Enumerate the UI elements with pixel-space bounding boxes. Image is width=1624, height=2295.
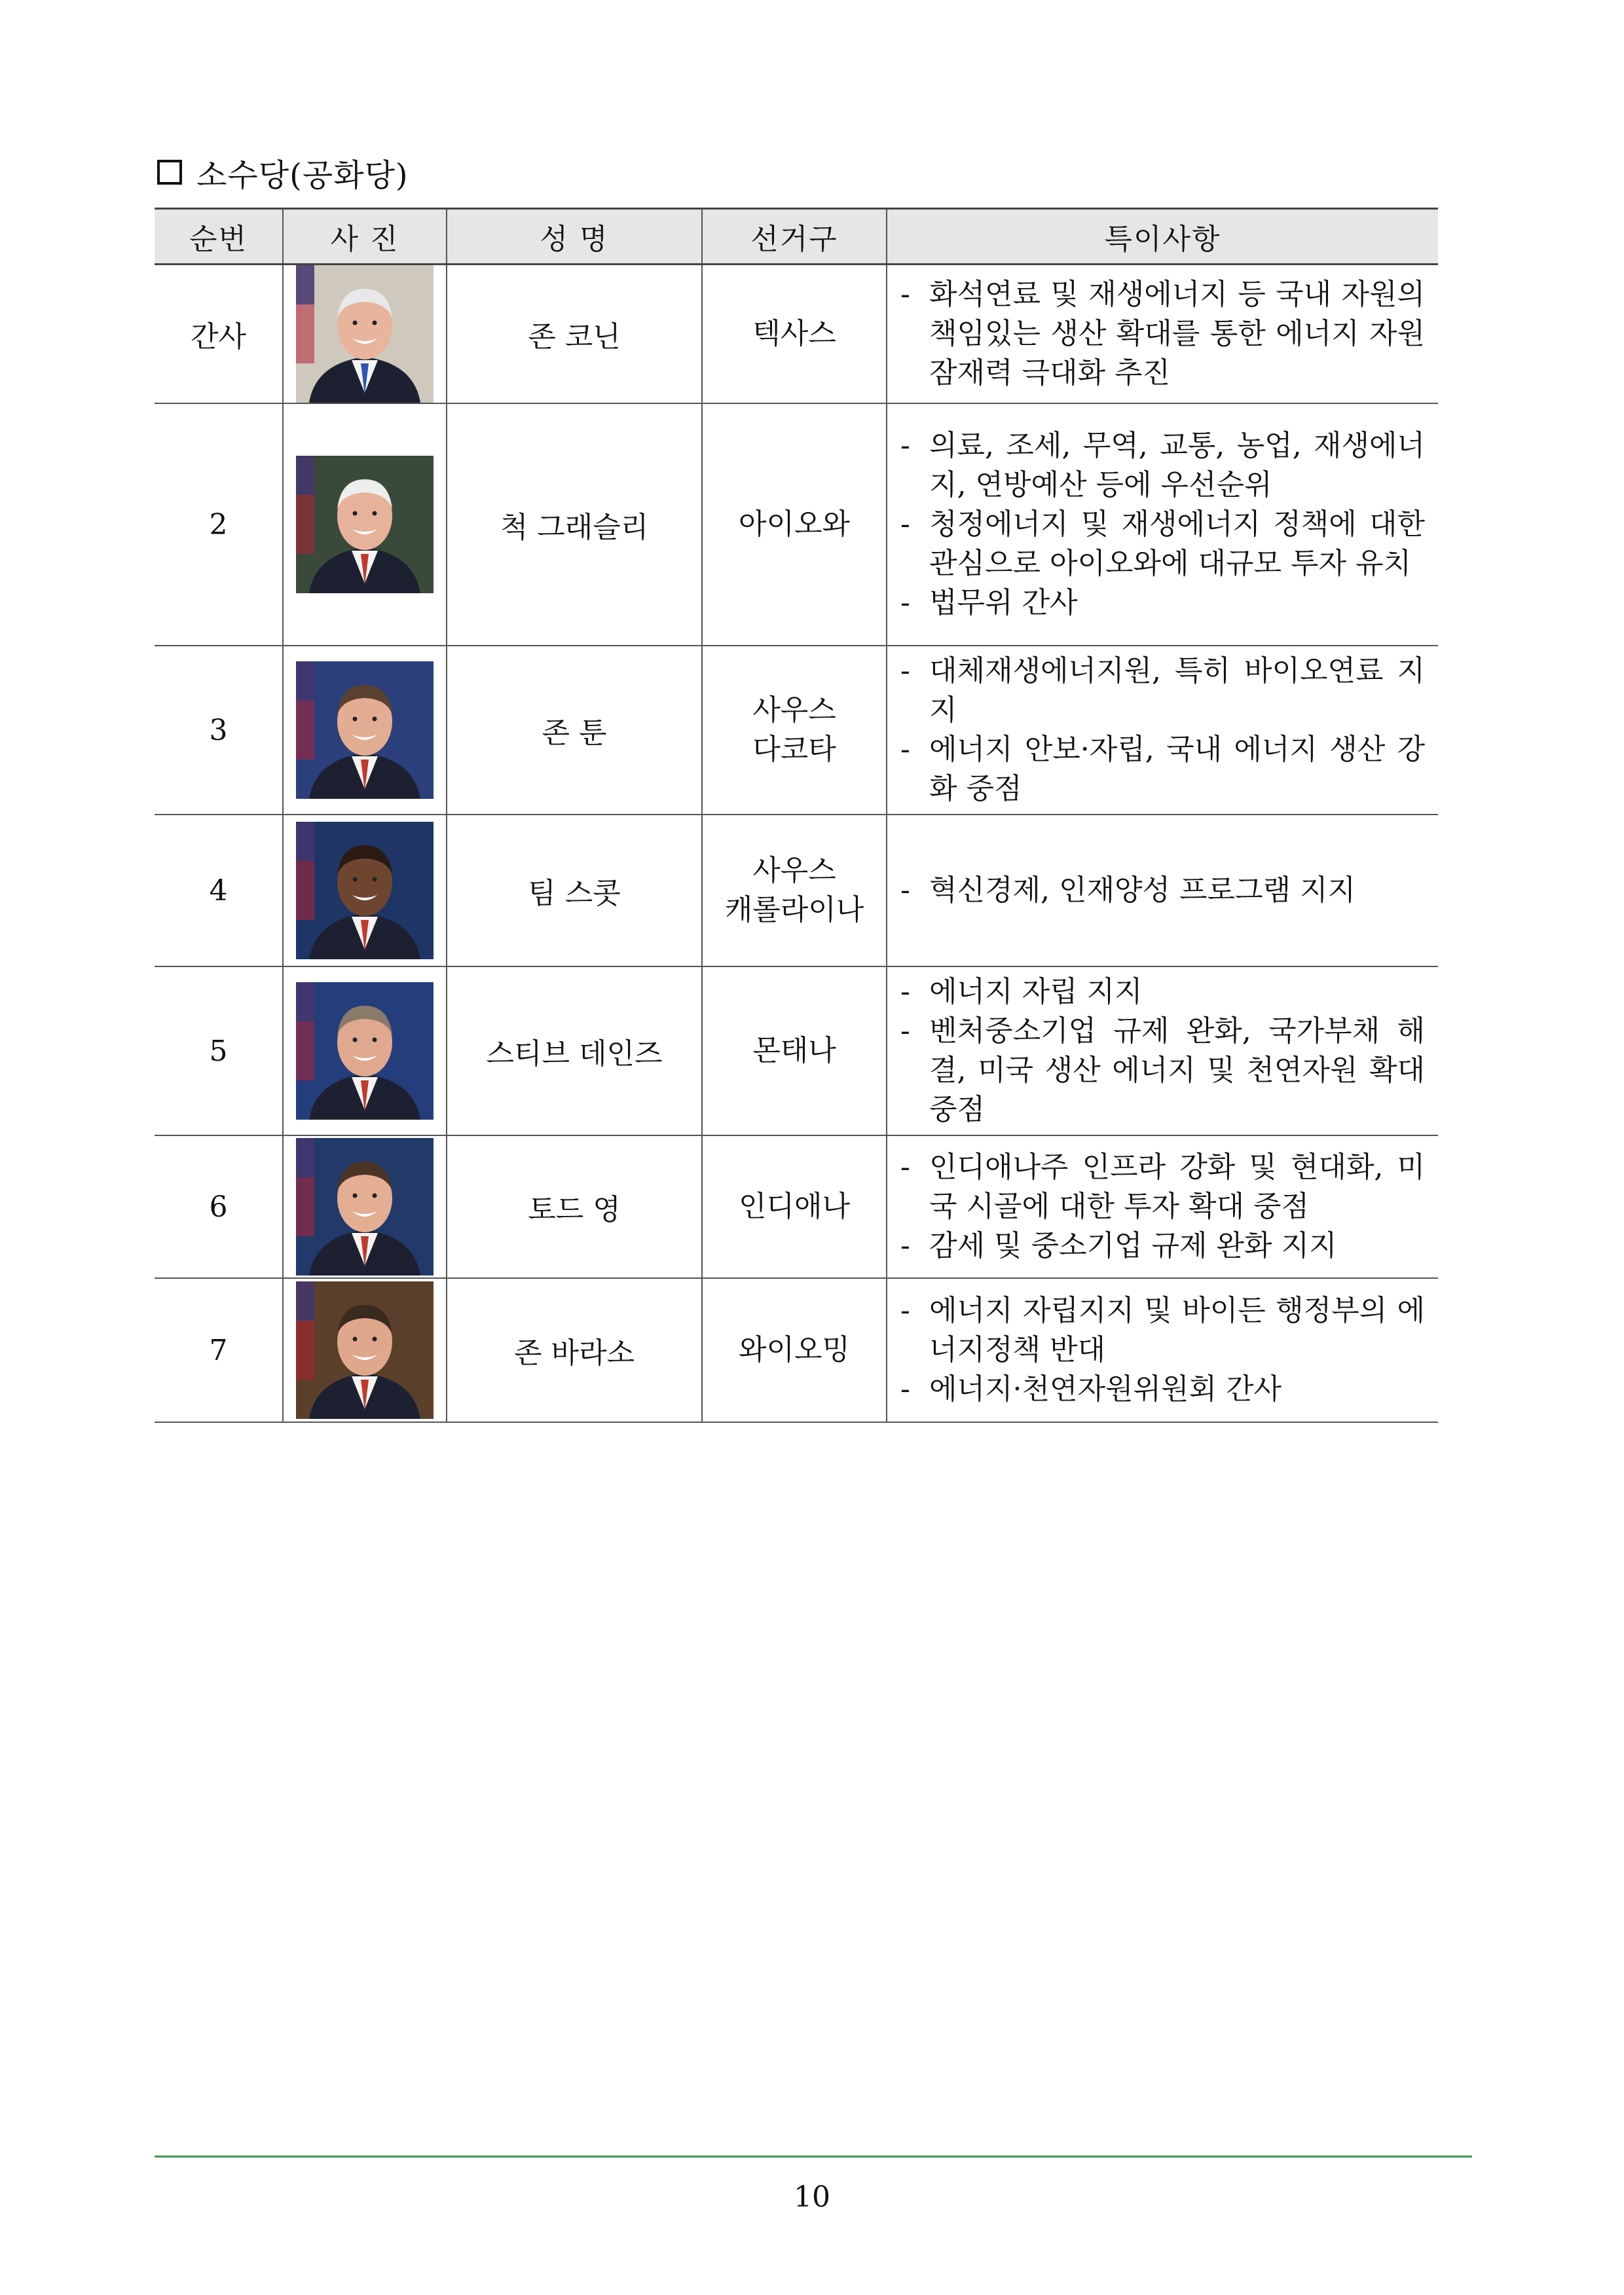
- note-item: [900, 730, 1425, 809]
- portrait-photo: [296, 1138, 434, 1276]
- cell-order: 7: [155, 1278, 283, 1422]
- cell-order: 4: [155, 815, 283, 966]
- district-line: 아이오와: [738, 507, 850, 541]
- dash-bullet: -: [900, 873, 910, 907]
- dash-bullet: -: [900, 1294, 910, 1327]
- table-row: [155, 966, 1438, 1135]
- dash-bullet: -: [900, 429, 910, 462]
- district-line: 다코타: [752, 733, 836, 766]
- district-line: 인디애나: [738, 1190, 850, 1223]
- dash-bullet: -: [900, 1372, 910, 1406]
- note-item: [900, 275, 1425, 393]
- cell-district: [702, 646, 887, 815]
- table-row: [155, 646, 1438, 815]
- cell-photo: [283, 966, 447, 1135]
- note-text: 혁신경제, 인재양성 프로그램 지지: [929, 873, 1356, 907]
- cell-district: [702, 815, 887, 966]
- dash-bullet: -: [900, 733, 910, 766]
- cell-notes: [887, 815, 1438, 966]
- cell-district: [702, 1135, 887, 1278]
- note-text: 화석연료 및 재생에너지 등 국내 자원의 책임있는 생산 확대를 통한 에너지 자원 잠재력 극대화 추진: [929, 278, 1425, 390]
- cell-name: 팀 스콧: [447, 815, 702, 966]
- note-item: [900, 583, 1425, 623]
- note-item: [900, 505, 1425, 583]
- table-row: [155, 265, 1438, 404]
- district-line: 와이오밍: [738, 1333, 850, 1367]
- cell-order: 5: [155, 966, 283, 1135]
- cell-notes: [887, 265, 1438, 404]
- note-text: 에너지 안보·자립, 국내 에너지 생산 강화 중점: [929, 733, 1425, 805]
- district-line: 캐롤라이나: [724, 893, 864, 927]
- dash-bullet: -: [900, 654, 910, 688]
- cell-name: 존 바라소: [447, 1278, 702, 1422]
- cell-order: 3: [155, 646, 283, 815]
- cell-name: 존 코닌: [447, 265, 702, 404]
- dash-bullet: -: [900, 1150, 910, 1184]
- header-order: 순번: [155, 209, 283, 265]
- note-text: 청정에너지 및 재생에너지 정책에 대한 관심으로 아이오와에 대규모 투자 유치: [929, 507, 1425, 580]
- header-photo: 사 진: [283, 209, 447, 265]
- portrait-photo: [296, 456, 434, 593]
- portrait-photo: [296, 265, 434, 403]
- members-table: [155, 208, 1438, 1423]
- note-item: [900, 1370, 1425, 1409]
- cell-photo: [283, 265, 447, 404]
- note-text: 벤처중소기업 규제 완화, 국가부채 해결, 미국 생산 에너지 및 천연자원 확대 중점: [929, 1014, 1425, 1126]
- note-item: [900, 652, 1425, 730]
- cell-notes: [887, 966, 1438, 1135]
- portrait-photo: [296, 661, 434, 799]
- note-text: 법무위 간사: [929, 586, 1078, 619]
- district-line: 사우스: [752, 693, 836, 727]
- checkbox-square-icon: [157, 160, 182, 185]
- note-text: 대체재생에너지원, 특히 바이오연료 지지: [929, 654, 1425, 727]
- cell-order: 2: [155, 403, 283, 646]
- header-district: 선거구: [702, 209, 887, 265]
- note-text: 에너지 자립지지 및 바이든 행정부의 에너지정책 반대: [929, 1294, 1425, 1367]
- cell-photo: [283, 1278, 447, 1422]
- cell-notes: [887, 646, 1438, 815]
- table-row: [155, 1278, 1438, 1422]
- table-row: [155, 403, 1438, 646]
- cell-name: 스티브 데인즈: [447, 966, 702, 1135]
- note-text: 인디애나주 인프라 강화 및 현대화, 미국 시골에 대한 투자 확대 중점: [929, 1150, 1425, 1223]
- table-header-row: [155, 209, 1438, 265]
- note-item: [900, 871, 1425, 910]
- dash-bullet: -: [900, 1229, 910, 1262]
- note-text: 의료, 조세, 무역, 교통, 농업, 재생에너지, 연방예산 등에 우선순위: [929, 429, 1425, 502]
- dash-bullet: -: [900, 1014, 910, 1048]
- cell-photo: [283, 646, 447, 815]
- cell-notes: [887, 1278, 1438, 1422]
- table-row: [155, 815, 1438, 966]
- cell-order: 6: [155, 1135, 283, 1278]
- note-item: [900, 1291, 1425, 1370]
- dash-bullet: -: [900, 507, 910, 541]
- district-line: 사우스: [752, 854, 836, 887]
- note-item: [900, 426, 1425, 505]
- cell-photo: [283, 403, 447, 646]
- cell-district: [702, 403, 887, 646]
- header-name: 성 명: [447, 209, 702, 265]
- cell-notes: [887, 403, 1438, 646]
- cell-name: 존 툰: [447, 646, 702, 815]
- cell-name: 토드 영: [447, 1135, 702, 1278]
- cell-photo: [283, 815, 447, 966]
- note-text: 에너지·천연자원위원회 간사: [929, 1372, 1282, 1406]
- cell-district: [702, 966, 887, 1135]
- section-title: [157, 149, 409, 195]
- header-notes: 특이사항: [887, 209, 1438, 265]
- cell-name: 척 그래슬리: [447, 403, 702, 646]
- note-item: [900, 1148, 1425, 1226]
- cell-photo: [283, 1135, 447, 1278]
- cell-order: 간사: [155, 265, 283, 404]
- page-number: 10: [794, 2180, 830, 2214]
- note-text: 감세 및 중소기업 규제 완화 지지: [929, 1229, 1337, 1262]
- portrait-photo: [296, 822, 434, 959]
- cell-notes: [887, 1135, 1438, 1278]
- section-title-text: 소수당(공화당): [196, 156, 409, 194]
- note-text: 에너지 자립 지지: [929, 975, 1143, 1008]
- dash-bullet: -: [900, 975, 910, 1008]
- portrait-photo: [296, 1281, 434, 1419]
- dash-bullet: -: [900, 278, 910, 311]
- portrait-photo: [296, 982, 434, 1120]
- cell-district: [702, 1278, 887, 1422]
- district-line: 몬태나: [752, 1034, 836, 1067]
- note-item: [900, 1012, 1425, 1129]
- dash-bullet: -: [900, 586, 910, 619]
- note-item: [900, 1226, 1425, 1266]
- note-item: [900, 972, 1425, 1012]
- cell-district: [702, 265, 887, 404]
- footer-divider: [155, 2156, 1472, 2157]
- table-row: [155, 1135, 1438, 1278]
- district-line: 텍사스: [752, 317, 836, 350]
